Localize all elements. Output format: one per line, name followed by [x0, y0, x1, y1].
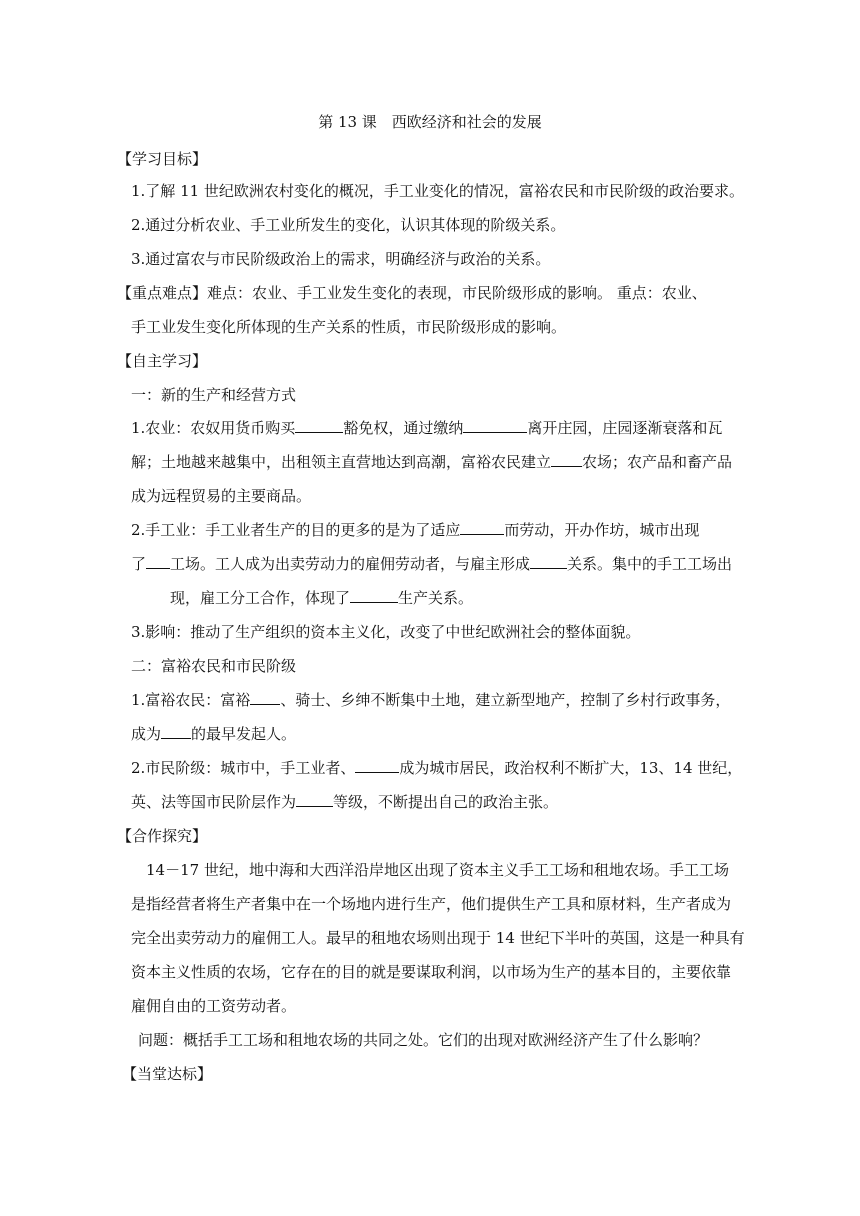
text-segment: 工场。工人成为出卖劳动力的雇佣劳动者，与雇主形成: [170, 555, 531, 573]
text-segment: 而劳动，开办作坊，城市出现: [504, 521, 700, 539]
citizen-class-line-2: [131, 792, 558, 812]
text-segment: 关系。集中的手工工场出: [567, 555, 733, 573]
text-segment: 1.富裕农民：富裕: [131, 691, 251, 709]
learning-goals-header: 【学习目标】: [117, 150, 208, 168]
text-segment: 等级，不断提出自己的政治主张。: [333, 793, 559, 811]
classroom-check-header: 【当堂达标】: [122, 1065, 213, 1083]
agriculture-line-1: [131, 418, 722, 438]
text-segment: 2.市民阶级：城市中，手工业者、: [131, 759, 356, 777]
cooperation-paragraph-line: 14－17 世纪，地中海和大西洋沿岸地区出现了资本主义手工工场和租地农场。手工工场: [146, 861, 729, 879]
goal-item-1: 1.了解 11 世纪欧洲农村变化的概况，手工业变化的情况，富裕农民和市民阶级的政治要求。: [131, 182, 744, 200]
keypoints-line-1: 【重点难点】难点：农业、手工业发生变化的表现，市民阶级形成的影响。 重点：农业、: [117, 284, 707, 302]
cooperation-paragraph-line: 是指经营者将生产者集中在一个场地内进行生产，他们提供生产工具和原材料，生产者成为: [131, 895, 732, 913]
text-segment: 1.农业：农奴用货币购买: [131, 419, 296, 437]
text-segment: 成为城市居民，政治权利不断扩大，13、14 世纪，: [399, 759, 743, 777]
handicraft-line-2: [131, 554, 732, 574]
agriculture-line-3: 成为远程贸易的主要商品。: [131, 487, 312, 505]
text-segment: 现，雇工分工合作，体现了: [170, 589, 351, 607]
fill-blank[interactable]: [296, 792, 333, 807]
goal-item-2: 2.通过分析农业、手工业所发生的变化，认识其体现的阶级关系。: [131, 216, 566, 234]
self-study-header: 【自主学习】: [117, 352, 208, 370]
text-segment: 的最早发起人。: [191, 725, 297, 743]
cooperation-header: 【合作探究】: [117, 827, 208, 845]
cooperation-paragraph-line: 完全出卖劳动力的雇佣工人。最早的租地农场则出现于 14 世纪下半叶的英国，这是一种具有: [131, 929, 745, 947]
handicraft-line-3: [170, 588, 473, 608]
fill-blank[interactable]: [350, 588, 398, 603]
text-segment: 、骑士、乡绅不断集中土地，建立新型地产，控制了乡村行政事务，: [280, 691, 731, 709]
rich-farmers-line-1: [131, 690, 730, 710]
part1-title: 一：新的生产和经营方式: [131, 386, 297, 404]
fill-blank[interactable]: [161, 724, 191, 739]
citizen-class-line-1: [131, 758, 742, 778]
text-segment: 了: [131, 555, 147, 573]
fill-blank[interactable]: [460, 520, 504, 535]
text-segment: 英、法等国市民阶层作为: [131, 793, 297, 811]
part2-title: 二：富裕农民和市民阶级: [131, 657, 297, 675]
impact-line: 3.影响：推动了生产组织的资本主义化，改变了中世纪欧洲社会的整体面貌。: [131, 623, 641, 641]
goal-item-3: 3.通过富农与市民阶级政治上的需求，明确经济与政治的关系。: [131, 250, 551, 268]
agriculture-line-2: [131, 452, 732, 472]
text-segment: 2.手工业：手工业者生产的目的更多的是为了适应: [131, 521, 461, 539]
cooperation-paragraph-line: 雇佣自由的工资劳动者。: [131, 997, 297, 1015]
handicraft-line-1: [131, 520, 699, 540]
fill-blank[interactable]: [463, 418, 527, 433]
fill-blank[interactable]: [355, 758, 399, 773]
cooperation-paragraph-line: 资本主义性质的农场，它存在的目的就是要谋取利润，以市场为生产的基本目的，主要依靠: [131, 963, 732, 981]
rich-farmers-line-2: [131, 724, 296, 744]
text-segment: 生产关系。: [398, 589, 474, 607]
fill-blank[interactable]: [146, 554, 170, 569]
text-segment: 成为: [131, 725, 162, 743]
text-segment: 解；土地越来越集中，出租领主直营地达到高潮，富裕农民建立: [131, 453, 552, 471]
fill-blank[interactable]: [551, 452, 582, 467]
question-line: 问题：概括手工工场和租地农场的共同之处。它们的出现对欧洲经济产生了什么影响？: [138, 1031, 709, 1049]
fill-blank[interactable]: [530, 554, 567, 569]
fill-blank[interactable]: [250, 690, 280, 705]
fill-blank[interactable]: [295, 418, 343, 433]
text-segment: 农场；农产品和畜产品: [582, 453, 733, 471]
keypoints-line-2: 手工业发生变化所体现的生产关系的性质，市民阶级形成的影响。: [131, 318, 567, 336]
lesson-title: 第 13 课 西欧经济和社会的发展: [318, 113, 542, 131]
text-segment: 离开庄园，庄园逐渐衰落和瓦: [527, 419, 723, 437]
text-segment: 豁免权，通过缴纳: [343, 419, 464, 437]
